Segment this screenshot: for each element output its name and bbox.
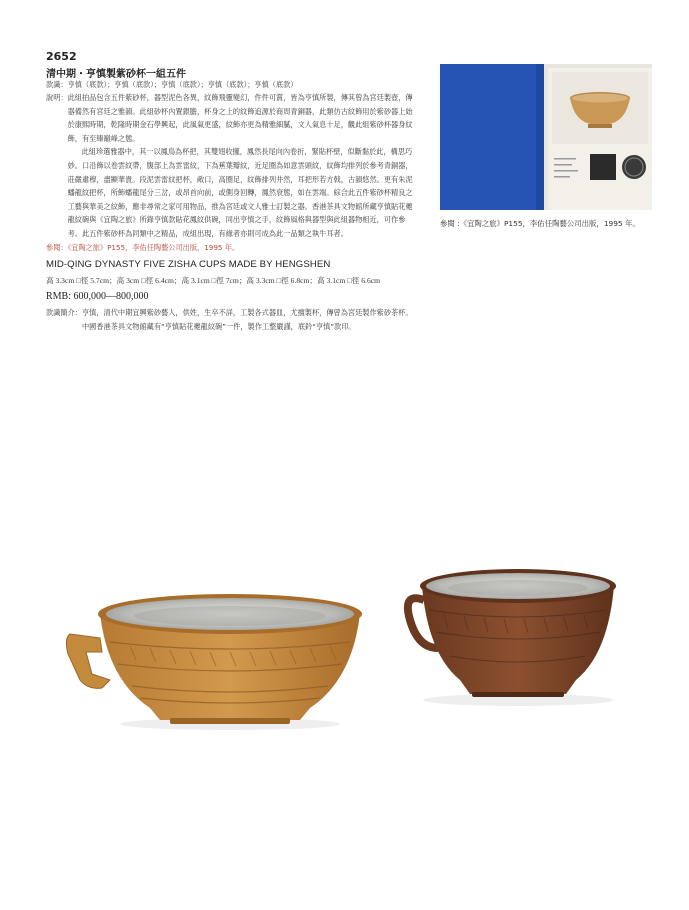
lot-title: 清中期・亨慎製紫砂杯一組五件	[46, 69, 186, 80]
biography-block	[46, 306, 414, 333]
marks-text: 亨慎（底款）；亨慎（底款）；亨慎（底款）；亨慎（底款）；亨慎（底款）	[67, 80, 298, 89]
left-cup	[66, 594, 362, 724]
lot-number: 2652	[46, 50, 77, 63]
cups-photograph	[40, 530, 660, 750]
left-cup-handle	[66, 634, 110, 688]
description-label: 說明：	[46, 93, 68, 102]
dimensions: 高 3.3cm □徑 5.7cm；高 3cm □徑 6.4cm；高 3.1cm □徑 7cm；高 3.3cm □徑 6.8cm；高 3.1cm □徑 6.6cm	[46, 276, 381, 285]
description-block	[46, 91, 414, 241]
description-paragraph-2: 此組珍選雅器中，其一以鳳鳥為杯把，其雙翅收攏，鳳然長尾向內卷折，緊貼杯壁，似斷黏於此，構思巧妙。口沿飾以卷雲紋帶，腹部上為雲雷紋，下為蕉葉瓣紋，近足圈為如意雲頭紋，紋飾均排列於參考青銅器，莊嚴肅穆，盡顯華貴。段泥雲雷紋把杯，敞口，高圈足，紋飾排列井然，耳把形若方戟，古韻悠然。更有朱泥蟠龍紋把杯，所飾蟠龍尾分三岔，或昂首向前，或側身回轉，鳳然衰態，如在雲端。綜合此五件紫砂杯精良之工藝與華美之紋飾，應非尋常之家可用物品，推為宮廷或文人雅士訂製之器。香港茶具文物館所藏亨慎貼花夔龍紋碗與《宜陶之旅》所錄亨慎款貼花鳳紋供碗，同出亨慎之手，紋飾風格與器型與此組器物相近，可作參考。此五件紫砂杯為同類中之精品，成組出現，有緣者亦則可成為此一品類之執牛耳者。	[67, 147, 413, 238]
biography-text: 亨慎，清代中期宜興紫砂藝人，供姓，生卒不詳，工製各式器皿，尤擅製杯，傳曾為宮廷製作紫砂茶杯。中國香港茶具文物館藏有“亨慎貼花夔龍紋碗”一件，製作工整嚴謹，底鈐“亨慎”款印。	[81, 308, 413, 331]
reference-caption: 參閱 :《宜陶之旅》P155，李佑任陶藝公司出版，1995 年。	[440, 219, 640, 228]
estimate: RMB: 600,000—800,000	[46, 291, 149, 302]
english-title: MID-QING DYNASTY FIVE ZISHA CUPS MADE BY HENGSHEN	[46, 259, 331, 270]
marks-label: 款識：	[46, 80, 68, 89]
biography-label: 款識簡介：	[46, 308, 82, 317]
reference-book-photo	[440, 64, 652, 210]
book-blue-cover	[440, 64, 544, 210]
book-mark-rubbing	[590, 154, 616, 180]
marks-row	[46, 78, 414, 92]
description-paragraph-1: 此組拍品包含五件紫砂杯，器型泥色各異，紋飾飛靈變幻，件件可賞，皆為亨慎所製，傳其曾為宮廷製壺，傳器備然有宮廷之雅韻。此組砂杯內置銀膽，杯身之上的紋飾追源於商周青銅器，此類仿古紋飾用於紫砂器上始於康熙時期，乾隆時期金石學興起，此風氣更盛，紋飾亦更為精雅細膩，文人氣息十足，觀此組紫砂杯器身紋飾，有至臻巔峰之態。	[67, 93, 413, 143]
right-cup	[408, 569, 616, 697]
reference-line: 參閱：《宜陶之旅》P155，李佑任陶藝公司出版，1995 年。	[46, 243, 240, 252]
description-text	[68, 91, 414, 241]
